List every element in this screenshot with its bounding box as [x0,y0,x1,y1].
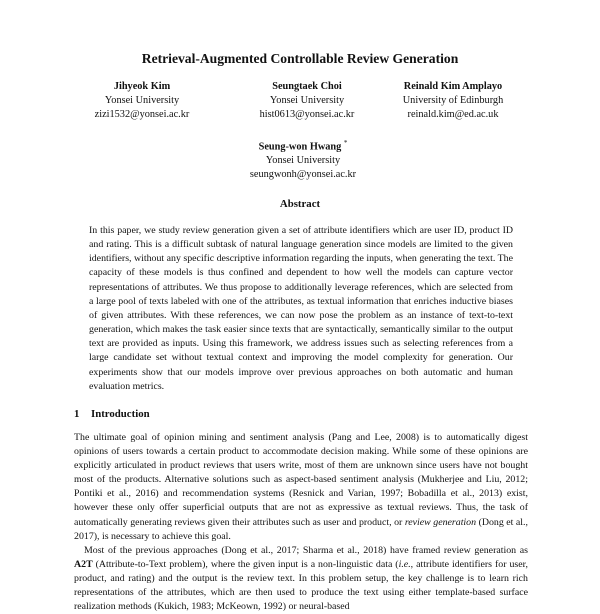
section-title: Introduction [91,408,150,420]
author-name: Seungtaek Choi [272,81,342,92]
paragraph: The ultimate goal of opinion mining and sentiment analysis (Pang and Lee, 2008) is to automatically digest opinions of users towards a certain product to accommodate decision making. While some of these opinions are explicitly articulated in product reviews that users write, most of them are unknown since users have not bought most of the products. Alternative solutions such as aspect-based sentiment analysis (Mukherjee and Liu, 2012; Pontiki et al., 2016) and recommendation systems (Resnick and Varian, 1997; Bobadilla et al., 2013) exist, however these only offer superficial outputs that are not as expressive as textual reviews. Thus, the task of automatically generating reviews given their attributes such as user and product, or review generation (Dong et al., 2017), is necessary to achieve this goal. [74,432,528,542]
body-text [74,431,528,614]
author-email: seungwonh@yonsei.ac.kr [249,169,357,181]
author-email: zizi1532@yonsei.ac.kr [94,109,190,120]
author-block [47,80,237,122]
abstract-text: In this paper, we study review generation given a set of attribute identifiers which are user ID, product ID and rating. This is a difficult subtask of natural language generation since models are limited to the given identifiers, without any specific descriptive information regarding the inputs, when generating the text. The capacity of these models is thus confined and dependent to how well the models can capture vector representations of attributes. We thus propose to additionally leverage references, which are selected from a large pool of texts labeled with one of the attributes, as textual information that enriches inductive biases of given attributes. With these references, we can now pose the problem as an instance of text-to-text generation, which makes the task easier since texts that are syntactically, semantically similar to the output text are provided as inputs. Using this framework, we address issues such as selecting references from a large candidate set without textual context and improving the model complexity for generation. Our experiments show that our models improve over previous approaches on both automatic and human evaluation metrics. [89,225,513,392]
abstract-heading: Abstract [279,198,321,210]
author-email: hist0613@yonsei.ac.kr [259,109,355,120]
author-email: reinald.kim@ed.ac.uk [407,109,499,120]
bold-term: A2T [74,558,93,570]
emphasis-term: review generation [404,516,477,528]
author-block [358,80,548,122]
author-affiliation: Yonsei University [265,155,341,167]
author-name: Jihyeok Kim [113,81,171,92]
section-number: 1 [74,408,80,420]
author-name: Seung-won Hwang * [258,139,348,153]
author-affiliation: Yonsei University [269,95,345,106]
author-affiliation: University of Edinburgh [402,95,504,106]
author-affiliation: Yonsei University [104,95,180,106]
corresponding-author-mark: * [343,139,348,147]
section-heading [74,408,150,420]
author-block [208,136,398,182]
paper-title: Retrieval-Augmented Controllable Review Generation [141,51,459,66]
paragraph: Most of the previous approaches (Dong et al., 2017; Sharma et al., 2018) have framed review generation as A2T (Attribute-to-Text problem), where the given input is a non-linguistic data (i.e., attribute identifiers for user, product, and rating) and the output is the review text. In this problem setup, the key challenge is to learn rich representations of the attributes, which are then used to produce the text using either template-based surface realization methods (Kukich, 1983; McKeown, 1992) or neural-based [74,544,528,613]
author-name: Reinald Kim Amplayo [403,81,503,92]
emphasis-term: i.e. [398,558,411,570]
